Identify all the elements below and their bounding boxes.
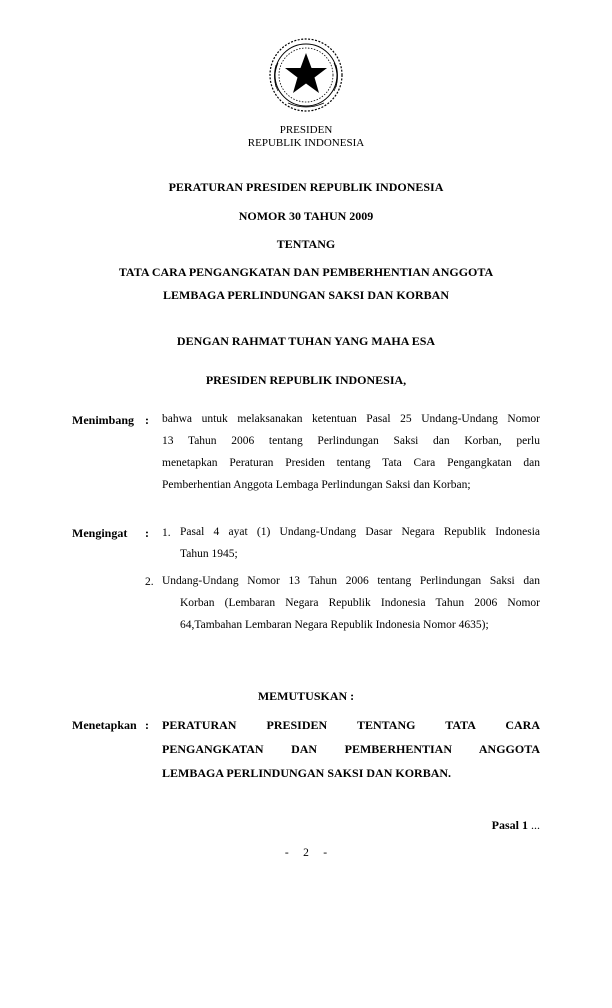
mengingat-item1-text	[180, 521, 540, 565]
regulation-subject-line2: LEMBAGA PERLINDUNGAN SAKSI DAN KORBAN	[162, 288, 450, 302]
menimbang-colon: :	[145, 413, 149, 427]
menetapkan-colon: :	[145, 718, 149, 732]
mengingat-item2-text	[162, 570, 540, 636]
invocation: DENGAN RAHMAT TUHAN YANG MAHA ESA	[176, 334, 436, 348]
menimbang-line: menetapkan Peraturan Presiden tentang Tata Cara Pengangkatan dan	[162, 457, 540, 469]
mengingat-colon: :	[145, 526, 149, 540]
presidential-seal-emblem	[268, 37, 344, 113]
menetapkan-line: LEMBAGA PERLINDUNGAN SAKSI DAN KORBAN.	[162, 766, 452, 780]
page-number: - 2 -	[284, 847, 328, 859]
issuer-line-presiden: PRESIDEN	[279, 124, 333, 136]
regulation-subject-line1: TATA CARA PENGANGKATAN DAN PEMBERHENTIAN ANGGOTA	[118, 265, 494, 279]
regulation-tentang: TENTANG	[276, 237, 336, 251]
mengingat-label: Mengingat	[72, 526, 128, 540]
mengingat-item1-line: Tahun 1945;	[180, 548, 238, 560]
issuer-line-republik: REPUBLIK INDONESIA	[247, 137, 365, 149]
issuer-heading: PRESIDEN REPUBLIK INDONESIA,	[205, 373, 407, 387]
next-page-marker-dots: ...	[528, 818, 540, 832]
mengingat-item1-line: Pasal 4 ayat (1) Undang-Undang Dasar Negara Republik Indonesia	[180, 526, 540, 538]
menetapkan-label: Menetapkan	[72, 718, 137, 732]
mengingat-item2-line: 64,Tambahan Lembaran Negara Republik Indonesia Nomor 4635);	[180, 619, 489, 631]
mengingat-item1-number: 1.	[162, 527, 171, 539]
menimbang-text	[162, 408, 540, 496]
menimbang-line: bahwa untuk melaksanakan ketentuan Pasal 25 Undang-Undang Nomor	[162, 413, 540, 425]
memutuskan-heading: MEMUTUSKAN :	[257, 689, 355, 703]
menimbang-line: Pemberhentian Anggota Lembaga Perlindungan Saksi dan Korban;	[162, 479, 471, 491]
regulation-number: NOMOR 30 TAHUN 2009	[238, 209, 374, 223]
menetapkan-text	[162, 713, 540, 785]
next-page-marker-bold: Pasal 1	[491, 818, 528, 832]
mengingat-item2-number: 2.	[145, 576, 154, 588]
next-page-marker	[492, 818, 540, 833]
menimbang-label: Menimbang	[72, 413, 135, 427]
mengingat-item2-line: Undang-Undang Nomor 13 Tahun 2006 tentang Perlindungan Saksi dan	[162, 575, 540, 587]
menetapkan-line: PENGANGKATAN DAN PEMBERHENTIAN ANGGOTA	[162, 742, 540, 756]
regulation-title: PERATURAN PRESIDEN REPUBLIK INDONESIA	[168, 180, 444, 194]
menetapkan-line: PERATURAN PRESIDEN TENTANG TATA CARA	[162, 718, 540, 732]
mengingat-item2-line: Korban (Lembaran Negara Republik Indonesia Tahun 2006 Nomor	[180, 597, 540, 609]
menimbang-line: 13 Tahun 2006 tentang Perlindungan Saksi dan Korban, perlu	[162, 435, 540, 447]
